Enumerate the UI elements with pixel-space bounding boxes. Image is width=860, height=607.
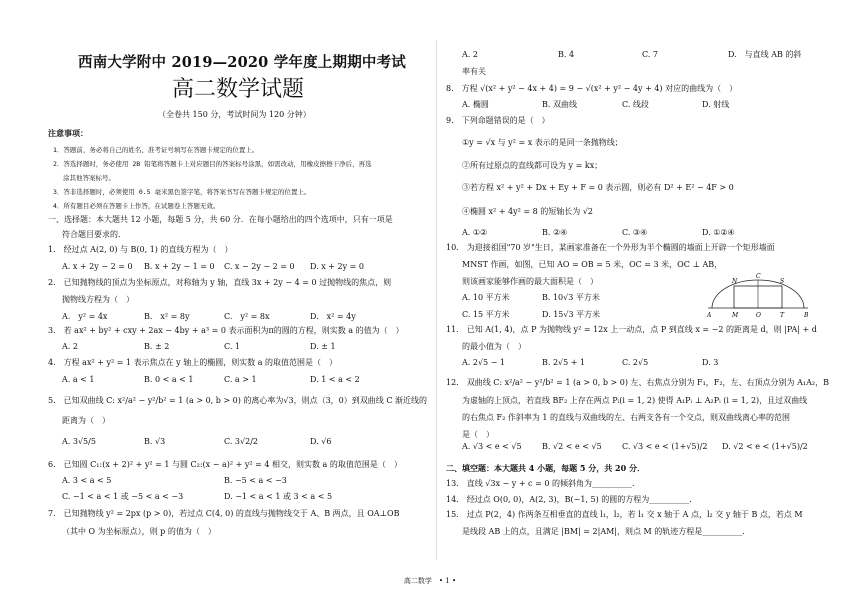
notice-item: 1．答题前，务必将自己的姓名、准考证号填写在答题卡规定的位置上。 (53, 146, 259, 154)
question-text: 8. 方程 √(x² + y² − 4x + 4) = 9 − √(x² + y² − 4y + 4) 对应的曲线为（ ） (446, 84, 738, 93)
option-b[interactable]: B. −5 < a < −3 (224, 476, 287, 485)
option-b[interactable]: B. x + 2y − 1 = 0 (144, 262, 215, 271)
question-5 (48, 394, 428, 428)
option-b[interactable]: B. 双曲线 (542, 100, 577, 109)
question-text: 15. 过点 P(2，4) 作两条互相垂直的直线 l₁，l₂，若 l₁ 交 x 轴于 A 点，l₂ 交 y 轴于 B 点，若点 M (446, 510, 803, 519)
option-d[interactable]: D. √2 < e < (1+√5)/2 (722, 442, 808, 451)
question-text: 9. 下列命题错误的是（ ） (446, 116, 550, 125)
question-text: 7. 已知抛物线 y² = 2px (p > 0)，若过点 C(4, 0) 的直线与抛物线交于 A、B 两点，且 OA⊥OB (48, 509, 400, 518)
statement: ④椭圆 x² + 4y² = 8 的短轴长为 √2 (462, 207, 594, 216)
question-9 (446, 114, 826, 128)
option-a[interactable]: A. 2√5 − 1 (462, 358, 506, 367)
question-13 (446, 477, 826, 491)
option-b[interactable]: B. x² = 8y (144, 312, 190, 321)
label-s: S (780, 278, 785, 285)
question-text: 是（ ） (462, 430, 494, 439)
option-b[interactable]: B. ± 2 (144, 342, 170, 351)
option-d[interactable]: D. x + 2y = 0 (310, 262, 365, 271)
label-o: O (756, 312, 761, 319)
option-c[interactable]: C. √3 < e < (1+√5)/2 (622, 442, 708, 451)
exam-title: 西南大学附中 2019—2020 学年度上期期中考试 (78, 54, 407, 71)
notice-item: 3．答非选择题时，必须使用 0.5 毫米黑色签字笔，将答案书写在答题卡规定的位置上。 (53, 188, 311, 196)
column-divider (436, 40, 437, 560)
notice-list (53, 143, 425, 213)
option-c[interactable]: C. ③④ (622, 228, 648, 237)
option-d-continued: 率有关 (462, 67, 486, 76)
question-text: MNST 作画，如图，已知 AO = OB = 5 米，OC = 3 米，OC ⊥ AB， (462, 260, 723, 269)
question-8 (446, 82, 826, 96)
question-4 (48, 356, 428, 370)
question-11 (446, 323, 826, 354)
question-text: 则该画家能够作画的最大面积是（ ） (462, 277, 598, 286)
option-b[interactable]: B. 4 (558, 50, 575, 59)
label-n: N (732, 278, 738, 285)
statement: ②所有过原点的直线都可设为 y = kx； (462, 161, 603, 170)
section-line: 符合题目要求的． (62, 230, 126, 239)
option-a[interactable]: A. x + 2y − 2 = 0 (62, 262, 133, 271)
question-14 (446, 493, 826, 507)
option-a[interactable]: A. 椭圆 (462, 100, 489, 109)
section-fill-heading: 二、填空题：本大题共 4 小题，每题 5 分，共 20 分． (446, 463, 645, 473)
option-b[interactable]: B. 0 < a < 1 (144, 375, 194, 384)
option-d[interactable]: D. 射线 (702, 100, 730, 109)
question-text: 是线段 AB 上的点，且满足 |BM| = 2|AM|，则点 M 的轨迹方程是__________． (462, 527, 751, 536)
option-c[interactable]: C. −1 < a < 1 或 −5 < a < −3 (62, 492, 184, 501)
section-choice-heading (48, 212, 428, 242)
question-text: 1. 经过点 A(2, 0) 与 B(0, 1) 的直线方程为（ ） (48, 245, 233, 254)
question-text: 11. 已知 A(1, 4)，点 P 为抛物线 y² = 12x 上一动点，点 P 到直线 x = −2 的距离是 d，则 |PA| + d (446, 325, 817, 334)
question-text: 6. 已知圆 C₁:(x + 2)² + y² = 1 与圆 C₂:(x − a)² + y² = 4 相交，则实数 a 的取值范围是（ ） (48, 460, 402, 469)
question-text: （其中 O 为坐标原点），则 p 的值为（ ） (62, 527, 216, 536)
option-d[interactable]: D. 与直线 AB 的斜 (728, 50, 802, 59)
half-ellipse-figure (704, 270, 814, 320)
option-a[interactable]: A. a < 1 (62, 375, 95, 384)
notice-item: 涂其他答案标号。 (63, 174, 115, 182)
question-2 (48, 276, 428, 307)
question-6 (48, 458, 428, 472)
question-text: 距离为（ ） (62, 416, 110, 425)
option-c[interactable]: C. 7 (642, 50, 659, 59)
section-line: 一、选择题：本大题共 12 小题，每题 5 分，共 60 分．在每小题给出的四个选项中，只有一项是 (48, 215, 393, 224)
notice-item: 2．答选择题时，务必使用 2B 铅笔将答题卡上对应题目的答案标号涂黑，如需改动，用橡皮擦擦干净后，再选 (53, 160, 372, 168)
option-a[interactable]: A. y² = 4x (62, 312, 108, 321)
question-3 (48, 324, 428, 338)
question-text: 14. 经过点 O(0, 0)，A(2, 3)，B(−1, 5) 的圆的方程为__________． (446, 495, 698, 504)
option-d[interactable]: D. −1 < a < 1 或 3 < a < 5 (224, 492, 333, 501)
option-d[interactable]: D. ①②④ (702, 228, 735, 237)
exam-subject-title: 高二数学试题 (172, 77, 305, 102)
option-b[interactable]: B. √2 < e < √5 (542, 442, 602, 451)
question-text: 2. 已知抛物线的顶点为坐标原点，对称轴为 y 轴，直线 3x + 2y − 4 = 0 过抛物线的焦点，则 (48, 278, 392, 287)
option-c[interactable]: C. 1 (224, 342, 241, 351)
option-c[interactable]: C. 2√5 (622, 358, 649, 367)
option-b[interactable]: B. 10√3 平方米 (542, 293, 600, 302)
option-c[interactable]: C. 线段 (622, 100, 649, 109)
question-text: 为虚轴的上顶点，若直线 BF₂ 上存在两点 Pᵢ(i = 1, 2) 使得 A₁Pᵢ ⊥ A₂Pᵢ (i = 1, 2)，且过双曲线 (462, 396, 808, 405)
option-d[interactable]: D. 1 < a < 2 (310, 375, 360, 384)
option-c[interactable]: C. y² = 8x (224, 312, 270, 321)
notice-item: 4．所有题目必须在答题卡上作答，在试题卷上答题无效。 (53, 202, 220, 210)
notice-title: 注意事项： (48, 129, 88, 138)
option-d[interactable]: D. ± 1 (310, 342, 336, 351)
question-text: 5. 已知双曲线 C: x²/a² − y²/b² = 1 (a > 0, b > 0) 的离心率为√3，则点（3，0）到双曲线 C 渐近线的 (48, 396, 427, 405)
question-1 (48, 243, 428, 257)
question-text: 3. 若 ax² + by² + cxy + 2ax − 4by + a³ = 0 表示面积为π的圆的方程，则实数 a 的值为（ ） (48, 326, 404, 335)
label-t: T (780, 312, 785, 319)
option-b[interactable]: B. ②④ (542, 228, 568, 237)
option-b[interactable]: B. √3 (144, 437, 166, 446)
question-text: 13. 直线 √3x − y + c = 0 的倾斜角为__________． (446, 479, 640, 488)
question-text: 的最小值为（ ） (462, 342, 526, 351)
question-text: 4. 方程 ax² + y² = 1 表示焦点在 y 轴上的椭圆，则实数 a 的取值范围是（ ） (48, 358, 338, 367)
statement: ③若方程 x² + y² + Dx + Ey + F = 0 表示圆，则必有 D² + E² − 4F > 0 (462, 183, 734, 192)
question-text: 抛物线方程为（ ） (62, 295, 134, 304)
question-text: 12. 双曲线 C: x²/a² − y²/b² = 1 (a > 0, b > 0) 左、右焦点分别为 F₁，F₂，左、右顶点分别为 A₁A₂，B (446, 378, 829, 387)
option-c[interactable]: C. x − 2y − 2 = 0 (224, 262, 295, 271)
label-a: A (707, 312, 712, 319)
label-b: B (804, 312, 809, 319)
option-d[interactable]: D. 3 (702, 358, 719, 367)
option-d[interactable]: D. x² = 4y (310, 312, 356, 321)
option-a[interactable]: A. 2 (62, 342, 78, 351)
label-m: M (732, 312, 739, 319)
option-a[interactable]: A. 3 < a < 5 (62, 476, 112, 485)
question-text: 10. 为迎接祖国"70 岁"生日，某画家准备在一个外形为半个椭圆的墙面上开辟一个矩形墙面 (446, 243, 775, 252)
option-d[interactable]: D. √6 (310, 437, 332, 446)
option-b[interactable]: B. 2√5 + 1 (542, 358, 586, 367)
option-c[interactable]: C. 15 平方米 (462, 310, 510, 319)
question-7 (48, 507, 428, 539)
exam-info: （全卷共 150 分，考试时间为 120 分钟） (158, 110, 311, 119)
question-text: 的右焦点 F₂ 作斜率为 1 的直线与双曲线的左、右两支各有一个交点，则双曲线离心率的范围 (462, 413, 791, 422)
question-15 (446, 508, 826, 539)
option-a[interactable]: A. 2 (462, 50, 478, 59)
page-footer: 高二数学 • 1 • (403, 577, 457, 585)
statement: ①y = √x 与 y² = x 表示的是同一条抛物线； (462, 138, 623, 147)
option-c[interactable]: C. 3√2/2 (224, 437, 258, 446)
option-d[interactable]: D. 15√3 平方米 (542, 310, 601, 319)
option-a[interactable]: A. ①② (462, 228, 488, 237)
label-c: C (756, 273, 761, 280)
option-c[interactable]: C. a > 1 (224, 375, 257, 384)
option-a[interactable]: A. 10 平方米 (462, 293, 510, 302)
option-a[interactable]: A. √3 < e < √5 (462, 442, 522, 451)
question-12 (446, 376, 829, 442)
option-a[interactable]: A. 3√5/5 (62, 437, 96, 446)
